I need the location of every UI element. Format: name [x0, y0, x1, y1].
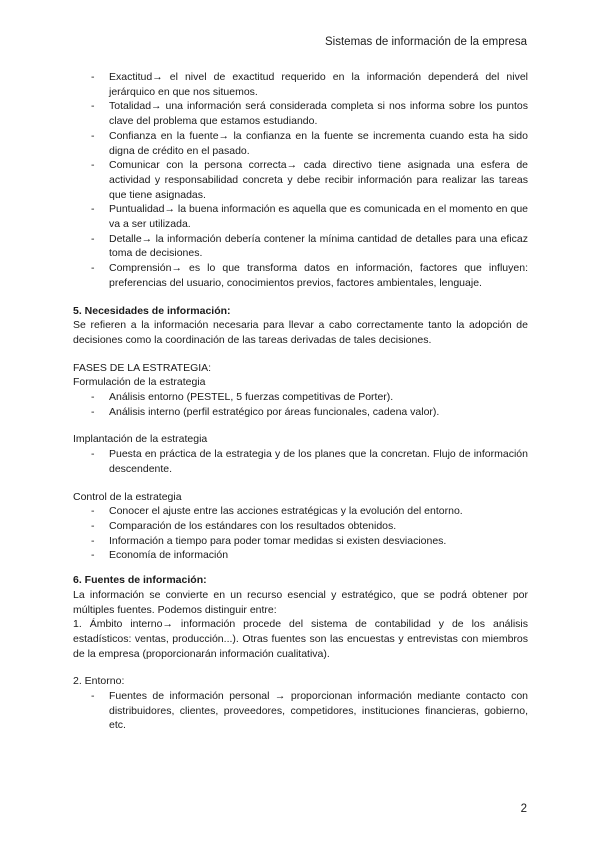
entorno-label: 2. Entorno: [73, 675, 125, 688]
list-item: - Comprensión→ es lo que transforma datos en información, factores que influyen: preferencias del usuario, conocimientos previos, factores ambientales, lenguaje. [73, 261, 528, 290]
section-6-intro: La información se convierte en un recurso esencial y estratégico, que se podrá obtener por múltiples fuentes. Podemos distinguir entre: [73, 588, 528, 616]
list-item: - Economía de información [73, 548, 528, 563]
list-item: - Puesta en práctica de la estrategia y de los planes que la concretan. Flujo de información descendente. [73, 447, 528, 476]
section-6-heading: 6. Fuentes de información: [73, 574, 207, 587]
list-item: - Análisis entorno (PESTEL, 5 fuerzas competitivas de Porter). [73, 390, 528, 405]
formulacion-list [73, 390, 528, 419]
page-number: 2 [520, 803, 527, 815]
list-item: - Puntualidad→ la buena información es aquella que es comunicada en el momento en que va a ser utilizada. [73, 202, 528, 231]
entorno-list [73, 689, 528, 733]
list-item: - Comparación de los estándares con los resultados obtenidos. [73, 519, 528, 534]
list-item: - Detalle→ la información debería contener la mínima cantidad de detalles para una eficaz toma de decisiones. [73, 232, 528, 261]
fases-heading: FASES DE LA ESTRATEGIA: [73, 361, 212, 374]
list-item: - Fuentes de información personal → proporcionan información mediante contacto con distribuidores, clientes, proveedores, competidores, instituciones financieras, gobierno, etc. [73, 689, 528, 733]
implantacion-list [73, 447, 528, 476]
formulacion-label: Formulación de la estrategia [73, 376, 206, 389]
page-content [73, 70, 528, 733]
list-item: - Totalidad→ una información será considerada completa si nos informa sobre los puntos clave del problema que estamos estudiando. [73, 99, 528, 128]
control-list [73, 504, 528, 563]
section-5-heading: 5. Necesidades de información: [73, 304, 231, 317]
implantacion-label: Implantación de la estrategia [73, 433, 208, 446]
list-item: - Información a tiempo para poder tomar medidas si existen desviaciones. [73, 534, 528, 549]
list-item: - Confianza en la fuente→ la confianza en la fuente se incrementa cuando esta ha sido digna de crédito en el pasado. [73, 129, 528, 158]
quality-criteria-list [73, 70, 528, 291]
section-5-body: Se refieren a la información necesaria para llevar a cabo correctamente tanto la adopción de decisiones como la coordinación de las tareas derivadas de tales decisiones. [73, 319, 528, 346]
page-header-title: Sistemas de información de la empresa [325, 36, 527, 48]
section-6-ambito-interno: 1. Ámbito interno→ información procede del sistema de contabilidad y de los análisis estadísticos: ventas, producción...). Otras fuentes son las encuestas y entrevistas con miembros de la empresa (proporcionarán información cualitativa). [73, 618, 528, 660]
list-item: - Análisis interno (perfil estratégico por áreas funcionales, cadena valor). [73, 405, 528, 420]
list-item: - Conocer el ajuste entre las acciones estratégicas y la evolución del entorno. [73, 504, 528, 519]
list-item: - Exactitud→ el nivel de exactitud requerido en la información dependerá del nivel jerárquico en que nos situemos. [73, 70, 528, 99]
list-item: - Comunicar con la persona correcta→ cada directivo tiene asignada una esfera de actividad y responsabilidad concreta y debe recibir información para realizar las tareas que tiene asignadas. [73, 158, 528, 202]
control-label: Control de la estrategia [73, 490, 182, 503]
